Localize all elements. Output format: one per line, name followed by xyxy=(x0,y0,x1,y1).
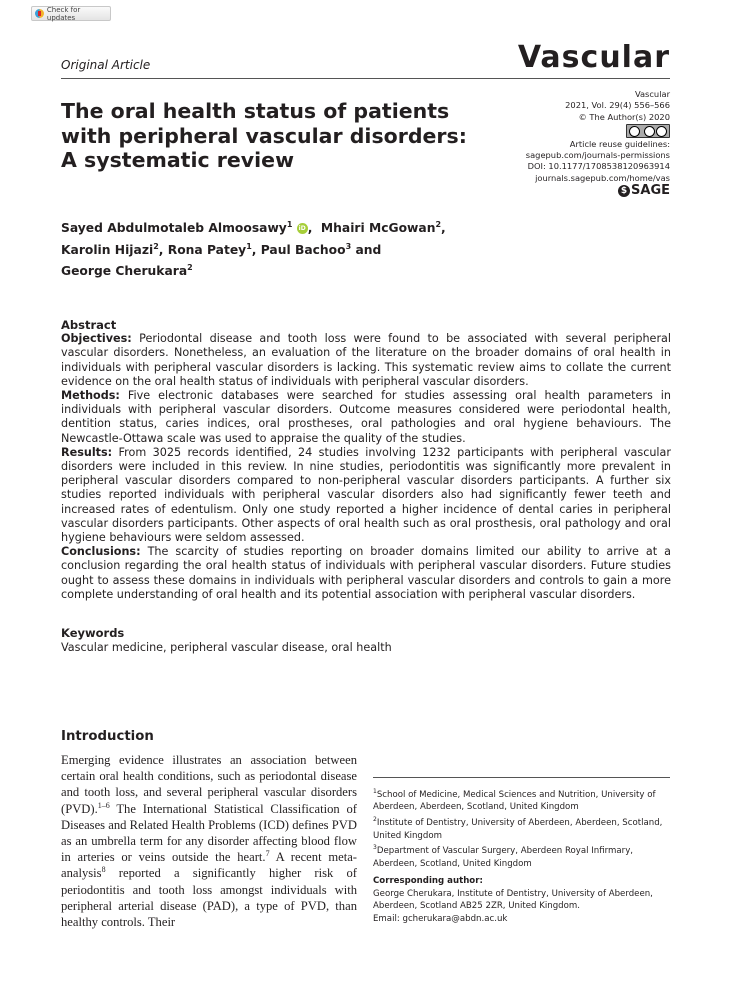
keywords-heading: Keywords xyxy=(61,626,125,640)
abstract-conclusions: Conclusions: The scarcity of studies reporting on broader domains limited our ability to arrive at a conclusion regarding the oral health status of individuals with peripheral vascular disorders. Future studies ought to assess these domains in individuals with peripheral vascular disorders and controls to gain a more complete understanding of oral health and its potential association with peripheral vascular disorders. xyxy=(61,545,671,601)
corresponding-email-line: Email: gcherukara@abdn.ac.uk xyxy=(373,913,508,924)
meta-reuse-link[interactable]: sagepub.com/journals-permissions xyxy=(525,150,670,161)
keywords-list: Vascular medicine, peripheral vascular disease, oral health xyxy=(61,640,392,654)
article-type: Original Article xyxy=(61,58,151,72)
author: Karolin Hijazi$^2$ xyxy=(61,241,159,257)
journal-name: Vascular xyxy=(517,40,670,75)
abstract-results: Results: From 3025 records identified, 24 studies involving 1232 participants with peripheral vascular disorders were included in this review. In nine studies, periodontitis was significantly more prevalent in peripheral vascular disorders compared to non-peripheral vascular disorders participants. A further six studies reported individuals with peripheral vascular disorders also had significantly fewer teeth and increased rates of edentulism. Only one study reported a higher incidence of dental caries in peripheral vascular disorders participants. Other aspects of oral health such as oral prosthesis, oral pathology and oral hygiene behaviours were seldom assessed. xyxy=(61,445,671,545)
article-title: The oral health status of patients with peripheral vascular disorders: A systematic review xyxy=(61,99,467,172)
affiliation: $^2$Institute of Dentistry, University of Aberdeen, Aberdeen, Scotland, United Kingdom xyxy=(373,816,663,841)
email-link[interactable]: gcherukara@abdn.ac.uk xyxy=(402,913,508,924)
introduction-heading: Introduction xyxy=(61,729,154,744)
citation-link[interactable]: 8 xyxy=(101,865,106,875)
citation-link[interactable]: 1–6 xyxy=(97,800,110,810)
corresponding-address: George Cherukara, Institute of Dentistry, University of Aberdeen, Aberdeen, Scotland AB25 2ZR, United Kingdom. xyxy=(373,888,653,912)
abstract-methods: Methods: Five electronic databases were searched for studies assessing oral health parameters in individuals with peripheral vascular disorders. Outcome measures considered were periodontal health, dentition status, caries indices, oral prostheses, oral pathologies and oral hygiene behaviours. The Newcastle-Ottawa scale was used to appraise the quality of the studies. xyxy=(61,389,671,445)
corresponding-label: Corresponding author: xyxy=(373,876,483,886)
keywords xyxy=(61,626,671,655)
citation-link[interactable]: 7 xyxy=(265,849,270,859)
meta-journal: Vascular xyxy=(634,89,670,99)
abstract xyxy=(61,318,671,602)
header-divider xyxy=(61,78,670,79)
affiliations xyxy=(373,786,673,870)
author: Paul Bachoo$^3$ xyxy=(260,241,352,257)
author: Rona Patey$^1$ xyxy=(167,241,252,257)
orcid-icon[interactable]: iD xyxy=(298,225,306,233)
meta-journal-url[interactable]: journals.sagepub.com/home/vas xyxy=(535,172,670,183)
affiliation: $^1$School of Medicine, Medical Sciences and Nutrition, University of Aberdeen, Aberdeen, Scotland, United Kingdom xyxy=(373,788,656,813)
sage-logo: $ SAGE xyxy=(618,185,670,197)
affiliation: $^3$Department of Vascular Surgery, Aberdeen Royal Infirmary, Aberdeen, Scotland, United Kingdom xyxy=(373,844,634,869)
article-meta xyxy=(526,89,670,197)
introduction-body: Emerging evidence illustrates an association between certain oral health conditions, such as periodontal disease and tooth loss, and several peripheral vascular disorders (PVD).$^{1-6}$ The International Statistical Classification of Diseases and Related Health Problems (ICD) defines PVD as an umbrella term for any disorder affecting blood flow in arteries or veins outside the heart.$^7$ A recent meta-analysis$^8$ reported a significantly higher risk of periodontitis and tooth loss amongst individuals with peripheral arterial disease (PAD), a type of PVD, than healthy controls. Their xyxy=(61,753,357,930)
check-for-updates-button[interactable] xyxy=(31,6,111,21)
footnote-divider xyxy=(373,777,670,778)
author: Mhairi McGowan$^2$ xyxy=(320,220,442,236)
corresponding-author xyxy=(373,875,673,925)
meta-reuse-label: Article reuse guidelines: xyxy=(569,138,670,149)
check-for-updates-label: Check for updates xyxy=(46,5,81,22)
author: George Cherukara$^2$ xyxy=(61,263,193,279)
author: Sayed Abdulmotaleb Almoosawy$^1$ xyxy=(61,220,293,236)
sage-s-icon: $ xyxy=(618,185,630,197)
meta-copyright: © The Author(s) 2020 xyxy=(578,111,670,122)
cc-by-nc-icon[interactable] xyxy=(626,124,670,138)
author-list: Sayed Abdulmotaleb Almoosawy$^1$ iD , Mhairi McGowan$^2$, Karolin Hijazi$^2$, Rona Patey$^1$, Paul Bachoo$^3$ and George Cherukara$^2$ xyxy=(61,220,446,279)
abstract-heading: Abstract xyxy=(61,318,117,332)
crossmark-icon xyxy=(35,9,44,18)
meta-doi[interactable]: DOI: 10.1177/1708538120963914 xyxy=(527,161,670,172)
meta-volume: 2021, Vol. 29(4) 556–566 xyxy=(565,100,670,111)
abstract-objectives: Objectives: Periodontal disease and tooth loss were found to be associated with several peripheral vascular disorders. Nonetheless, an evaluation of the literature on the broader domains of oral health in individuals with peripheral vascular disorders is lacking. This systematic review aims to collate the current evidence on the oral health status of individuals with peripheral vascular disorders. xyxy=(61,332,672,388)
